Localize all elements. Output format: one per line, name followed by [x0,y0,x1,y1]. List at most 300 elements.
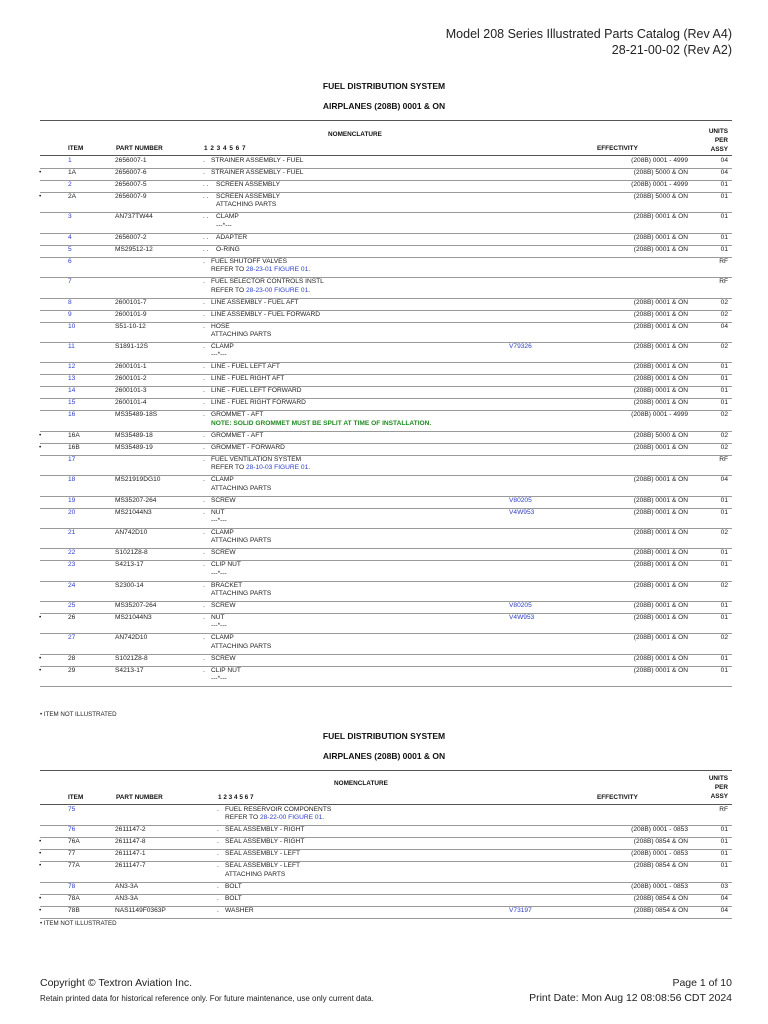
item-number[interactable]: 21 [68,528,76,536]
nomenclature: SCREEN ASSEMBLY [216,181,281,188]
units-per-assy: 01 [720,245,728,253]
part-number: 2656007-2 [115,233,147,241]
effectivity: (208B) 0001 & ON [633,399,688,407]
units-per-assy: 01 [720,363,728,371]
table-row [40,278,732,298]
indent-dots: . [203,257,205,265]
part-number: 2600101-3 [115,387,147,395]
table-row [40,614,732,634]
units-per-assy: 01 [720,561,728,569]
effectivity: (208B) 0001 & ON [633,654,688,662]
item-number: 16B [68,443,80,451]
nomenclature: BRACKET [211,581,243,589]
table-row [40,363,732,375]
indent-dots: . [217,850,219,858]
effectivity: (208B) 0001 & ON [633,614,688,622]
detail-text: ATTACHING PARTS [211,590,272,598]
table-row [40,497,732,509]
units-per-assy: RF [719,806,728,813]
nomenclature-detail [216,222,232,230]
table-row [40,258,732,278]
table-row [40,444,732,456]
item-number[interactable]: 75 [68,806,76,813]
effectivity: (208B) 0001 & ON [633,387,688,395]
indent-dots: . [203,278,205,286]
indent-dots: . [203,387,205,395]
effectivity: (208B) 0001 - 0853 [631,826,688,834]
nomenclature-detail [211,287,310,295]
indent-dots: . [203,411,205,419]
table-row [40,529,732,549]
table-row [40,907,732,919]
units-per-assy: 01 [720,213,728,221]
part-number: S4213-17 [115,666,144,674]
table-row [40,246,732,258]
nomenclature-detail [225,871,285,879]
detail-text: ---*--- [216,221,232,229]
effectivity: (208B) 5000 & ON [633,431,688,439]
item-number[interactable]: 11 [68,342,75,350]
indent-dots: . . [203,181,209,188]
item-number[interactable]: 27 [68,634,76,642]
item-number[interactable]: 15 [68,399,76,407]
part-number: 2656007-6 [115,169,147,176]
not-illustrated-marker: • [39,850,42,858]
detail-end: . [308,266,311,274]
part-number: 2600101-7 [115,298,147,306]
section2-subtitle: AIRPLANES (208B) 0001 & ON [322,751,446,761]
part-number: MS21044N3 [115,614,152,622]
units-per-assy: 01 [720,375,728,383]
nomenclature-detail [216,201,276,209]
units-per-assy: 01 [720,614,728,622]
table-row [40,826,732,838]
nomenclature: FUEL RESERVOIR COMPONENTS [225,806,332,813]
indent-dots: . [203,614,205,622]
units-per-assy: 02 [720,411,728,419]
nomenclature: SEAL ASSEMBLY - RIGHT [225,838,305,846]
nomenclature-detail [211,266,310,274]
part-number: S2300-14 [115,581,144,589]
nomenclature: GROMMET - AFT [211,431,264,439]
effectivity: (208B) 0001 - 4999 [631,411,688,419]
indent-dots: . [203,322,205,330]
item-number[interactable]: 20 [68,508,76,516]
nomenclature: CLAMP [211,342,234,350]
figure-reference-link[interactable]: 28-23-01 FIGURE 01 [245,266,309,274]
table-row [40,806,732,826]
detail-text: ---*--- [211,569,227,577]
units-per-assy: 01 [720,181,728,188]
effectivity: (208B) 0001 & ON [633,508,688,516]
nomenclature-detail [211,485,271,493]
table-row [40,561,732,581]
nomenclature: CLAMP [211,528,234,536]
effectivity: (208B) 0001 - 4999 [631,181,688,188]
col-effectivity: EFFECTIVITY [597,145,638,152]
section2-footnote: • ITEM NOT ILLUSTRATED [40,920,117,927]
item-number[interactable]: 12 [68,363,76,371]
units-per-assy: 02 [720,528,728,536]
indent-dots: . [217,906,219,914]
table-row [40,602,732,614]
indent-dots: . [203,528,205,536]
item-number[interactable]: 3 [68,213,72,221]
col-effectivity-2: EFFECTIVITY [597,794,638,801]
col-units-per-assy: UNITS PER ASSY [708,128,728,153]
col-units-per-assy-2: UNITS PER ASSY [708,775,728,800]
item-number[interactable]: 7 [68,278,72,286]
part-number: MS35489-19 [115,443,153,451]
part-number: AN3-3A [115,882,139,890]
copyright: Copyright © Textron Aviation Inc. [40,977,193,989]
detail-text: ATTACHING PARTS [216,201,277,209]
nomenclature-detail [225,814,324,822]
section1-subtitle: AIRPLANES (208B) 0001 & ON [322,101,446,111]
not-illustrated-marker: • [39,169,42,176]
detail-text: ATTACHING PARTS [211,537,272,545]
item-number[interactable]: 25 [68,602,76,610]
units-per-assy: 01 [720,496,728,504]
indent-dots: . [217,882,219,890]
section2-header-rule [40,804,732,805]
col-nomenclature: NOMENCLATURE [328,131,382,138]
table-row [40,476,732,496]
nomenclature: SEAL ASSEMBLY - LEFT [225,862,301,870]
figure-reference-link[interactable]: 28-10-03 FIGURE 01 [245,464,309,472]
effectivity: (208B) 0001 & ON [633,342,688,350]
effectivity: (208B) 0001 & ON [633,561,688,569]
item-number[interactable]: 5 [68,245,72,253]
nomenclature-detail [211,351,227,359]
nomenclature-detail [211,643,271,651]
table-row [40,193,732,213]
units-per-assy: 04 [720,476,728,484]
units-per-assy: 01 [720,508,728,516]
nomenclature: LINE - FUEL RIGHT FORWARD [211,399,306,407]
detail-end: . [308,286,311,294]
effectivity: (208B) 0001 - 0853 [631,850,688,858]
table-row [40,838,732,850]
item-number[interactable]: 19 [68,496,76,504]
not-illustrated-marker: • [39,862,42,870]
units-per-assy: 01 [720,666,728,674]
col-nomenclature-2: NOMENCLATURE [334,780,388,787]
indent-dots: . [203,561,205,569]
effectivity: (208B) 0001 & ON [633,245,688,253]
effectivity: (208B) 0001 - 0853 [631,882,688,890]
effectivity: (208B) 0001 & ON [633,322,688,330]
table-row [40,387,732,399]
section2-title: FUEL DISTRIBUTION SYSTEM [322,731,446,741]
indent-dots: . [217,894,219,902]
units-per-assy: RF [719,455,728,463]
table-row [40,157,732,169]
table-row [40,181,732,193]
units-per-assy: 04 [720,906,728,914]
part-number: MS21919DG10 [115,476,161,484]
units-per-assy: 01 [720,193,728,200]
part-number: S1891-12S [115,342,148,350]
units-per-assy: 02 [720,443,728,451]
col-item-2: ITEM [68,794,84,801]
table-row [40,234,732,246]
effectivity: (208B) 0001 & ON [633,634,688,642]
catalog-title: Model 208 Series Illustrated Parts Catalog (Rev A4) [445,27,732,41]
section1-parts-table [40,157,732,687]
item-number[interactable]: 16 [68,411,76,419]
item-number: 28 [68,654,76,662]
nomenclature: BOLT [225,894,242,902]
vendor-code[interactable]: V80205 [509,602,532,610]
indent-dots: . [203,666,205,674]
table-row [40,343,732,363]
table-row [40,509,732,529]
item-number[interactable]: 23 [68,561,76,569]
indent-dots: . [203,310,205,318]
detail-text: ATTACHING PARTS [211,642,272,650]
section1-header-rule [40,155,732,156]
item-number[interactable]: 14 [68,387,76,395]
item-number[interactable]: 18 [68,476,76,484]
section2-parts-table [40,806,732,919]
table-row [40,169,732,181]
units-per-assy: 02 [720,634,728,642]
print-date: Print Date: Mon Aug 12 08:08:56 CDT 2024 [529,992,732,1004]
detail-text: ATTACHING PARTS [211,484,272,492]
part-number: 2600101-9 [115,310,147,318]
indent-dots: . . [203,193,209,200]
figure-reference: 28-21-00-02 (Rev A2) [611,43,732,57]
nomenclature-detail [211,331,271,339]
col-indent-levels-2: 1 2 3 4 5 6 7 [218,794,254,801]
units-per-assy: 02 [720,298,728,306]
units-per-assy: 01 [720,399,728,407]
nomenclature: FUEL SHUTOFF VALVES [211,257,287,265]
table-row [40,667,732,687]
table-row [40,655,732,667]
vendor-code[interactable]: V79326 [509,342,532,350]
detail-text: ---*--- [211,351,227,359]
nomenclature: SEAL ASSEMBLY - RIGHT [225,826,305,834]
col-part-number-2: PART NUMBER [116,794,163,801]
effectivity: (208B) 0001 - 4999 [631,157,688,164]
effectivity: (208B) 0001 & ON [633,476,688,484]
nomenclature: LINE ASSEMBLY - FUEL FORWARD [211,310,321,318]
item-number[interactable]: 76 [68,826,76,834]
not-illustrated-marker: • [39,431,42,439]
nomenclature: BOLT [225,882,242,890]
nomenclature: SCREW [211,496,236,504]
detail-text: ---*--- [211,622,227,630]
figure-reference-link[interactable]: 28-23-00 FIGURE 01 [245,286,309,294]
effectivity: (208B) 0854 & ON [633,906,688,914]
units-per-assy: 02 [720,581,728,589]
item-number[interactable]: 10 [68,322,76,330]
item-number: 78B [68,906,80,914]
part-number: AN742D10 [115,528,148,536]
nomenclature-detail [211,570,227,578]
nomenclature: CLIP NUT [211,561,241,569]
nomenclature: CLIP NUT [211,666,241,674]
units-per-assy: 04 [720,157,728,164]
effectivity: (208B) 0001 & ON [633,363,688,371]
not-illustrated-marker: • [39,654,42,662]
item-number: 26 [68,614,76,622]
units-per-assy: 01 [720,850,728,858]
item-number[interactable]: 78 [68,882,76,890]
item-number: 2A [68,193,77,200]
item-number[interactable]: 17 [68,455,76,463]
item-number[interactable]: 13 [68,375,76,383]
table-row [40,456,732,476]
indent-dots: . [203,581,205,589]
not-illustrated-marker: • [39,443,42,451]
part-number: S1021Z8-8 [115,549,148,557]
effectivity: (208B) 0854 & ON [633,894,688,902]
part-number: 2611147-1 [115,850,146,858]
indent-dots: . [203,342,205,350]
part-number: MS35489-18 [115,431,153,439]
detail-text: ---*--- [211,516,227,524]
nomenclature: HOSE [211,322,230,330]
indent-dots: . [203,634,205,642]
effectivity: (208B) 0001 & ON [633,298,688,306]
col-item: ITEM [68,145,84,152]
effectivity: (208B) 0001 & ON [633,443,688,451]
table-row [40,883,732,895]
effectivity: (208B) 0001 & ON [633,496,688,504]
units-per-assy: 02 [720,342,728,350]
nomenclature: LINE - FUEL LEFT AFT [211,363,280,371]
units-per-assy: 01 [720,549,728,557]
table-row [40,213,732,233]
nomenclature: O-RING [216,245,240,253]
note-text: NOTE: SOLID GROMMET MUST BE SPLIT AT TIME OF INSTALLATION. [211,419,432,427]
nomenclature: NUT [211,508,225,516]
item-number[interactable]: 6 [68,257,72,265]
table-row [40,582,732,602]
indent-dots: . [203,443,205,451]
detail-text: REFER TO [211,266,246,274]
page-number: Page 1 of 10 [672,977,732,989]
table-row [40,549,732,561]
item-number[interactable]: 22 [68,549,76,557]
nomenclature: WASHER [225,906,254,914]
indent-dots: . [217,806,219,813]
table-row [40,895,732,907]
units-per-assy: 01 [720,826,728,834]
part-number: S1021Z8-8 [115,654,148,662]
effectivity: (208B) 0001 & ON [633,581,688,589]
nomenclature: SCREW [211,654,236,662]
detail-text: ATTACHING PARTS [225,870,286,878]
vendor-code[interactable]: V4W953 [509,614,535,622]
item-number[interactable]: 2 [68,181,72,188]
effectivity: (208B) 5000 & ON [633,169,688,176]
item-number[interactable]: 8 [68,298,72,306]
nomenclature-detail [211,517,227,525]
nomenclature: ADAPTER [216,233,248,241]
detail-end: . [322,814,325,822]
table-row [40,323,732,343]
item-number: 78A [68,894,80,902]
table-row [40,375,732,387]
effectivity: (208B) 5000 & ON [633,193,688,200]
part-number: 2600101-1 [115,363,147,371]
indent-dots: . . [203,233,209,241]
indent-dots: . [203,298,205,306]
effectivity: (208B) 0001 & ON [633,310,688,318]
vendor-code[interactable]: V73197 [509,906,532,914]
part-number: MS35207-264 [115,602,157,610]
vendor-code[interactable]: V80205 [509,496,532,504]
indent-dots: . [203,549,205,557]
units-per-assy: RF [719,257,728,265]
effectivity: (208B) 0001 & ON [633,602,688,610]
item-number: 16A [68,431,80,439]
nomenclature: GROMMET - AFT [211,411,264,419]
item-number[interactable]: 4 [68,233,72,241]
section1-footnote: • ITEM NOT ILLUSTRATED [40,711,117,718]
nomenclature: FUEL VENTILATION SYSTEM [211,455,302,463]
indent-dots: . [203,157,205,164]
nomenclature: GROMMET - FORWARD [211,443,285,451]
not-illustrated-marker: • [39,193,42,200]
detail-end: . [308,464,311,472]
item-number[interactable]: 1 [68,157,72,164]
item-number: 29 [68,666,76,674]
indent-dots: . [203,508,205,516]
indent-dots: . [217,826,219,834]
effectivity: (208B) 0001 & ON [633,233,688,241]
indent-dots: . [203,169,205,176]
indent-dots: . [203,496,205,504]
nomenclature: CLAMP [211,634,234,642]
part-number: S51-10-12 [115,322,146,330]
vendor-code[interactable]: V4W953 [509,508,535,516]
units-per-assy: 04 [720,322,728,330]
item-number: 77A [68,862,80,870]
detail-text: REFER TO [225,814,260,822]
item-number[interactable]: 24 [68,581,76,589]
nomenclature: STRAINER ASSEMBLY - FUEL [211,157,304,164]
part-number: MS29512-12 [115,245,153,253]
nomenclature-detail [211,590,271,598]
nomenclature: SCREW [211,549,236,557]
nomenclature: STRAINER ASSEMBLY - FUEL [211,169,304,176]
detail-text: REFER TO [211,286,246,294]
units-per-assy: 03 [720,882,728,890]
part-number: 2600101-2 [115,375,147,383]
effectivity: (208B) 0001 & ON [633,528,688,536]
nomenclature: FUEL SELECTOR CONTROLS INSTL [211,278,324,286]
effectivity: (208B) 0001 & ON [633,375,688,383]
part-number: AN742D10 [115,634,148,642]
section2-top-rule [40,770,732,771]
units-per-assy: 01 [720,602,728,610]
nomenclature-detail [211,464,310,472]
not-illustrated-marker: • [39,838,42,846]
indent-dots: . [203,476,205,484]
figure-reference-link[interactable]: 28-22-00 FIGURE 01 [259,814,323,822]
item-number: 77 [68,850,76,858]
nomenclature: CLAMP [211,476,234,484]
item-number[interactable]: 9 [68,310,72,318]
nomenclature-detail [211,622,227,630]
item-number: 76A [68,838,80,846]
units-per-assy: 01 [720,862,728,870]
